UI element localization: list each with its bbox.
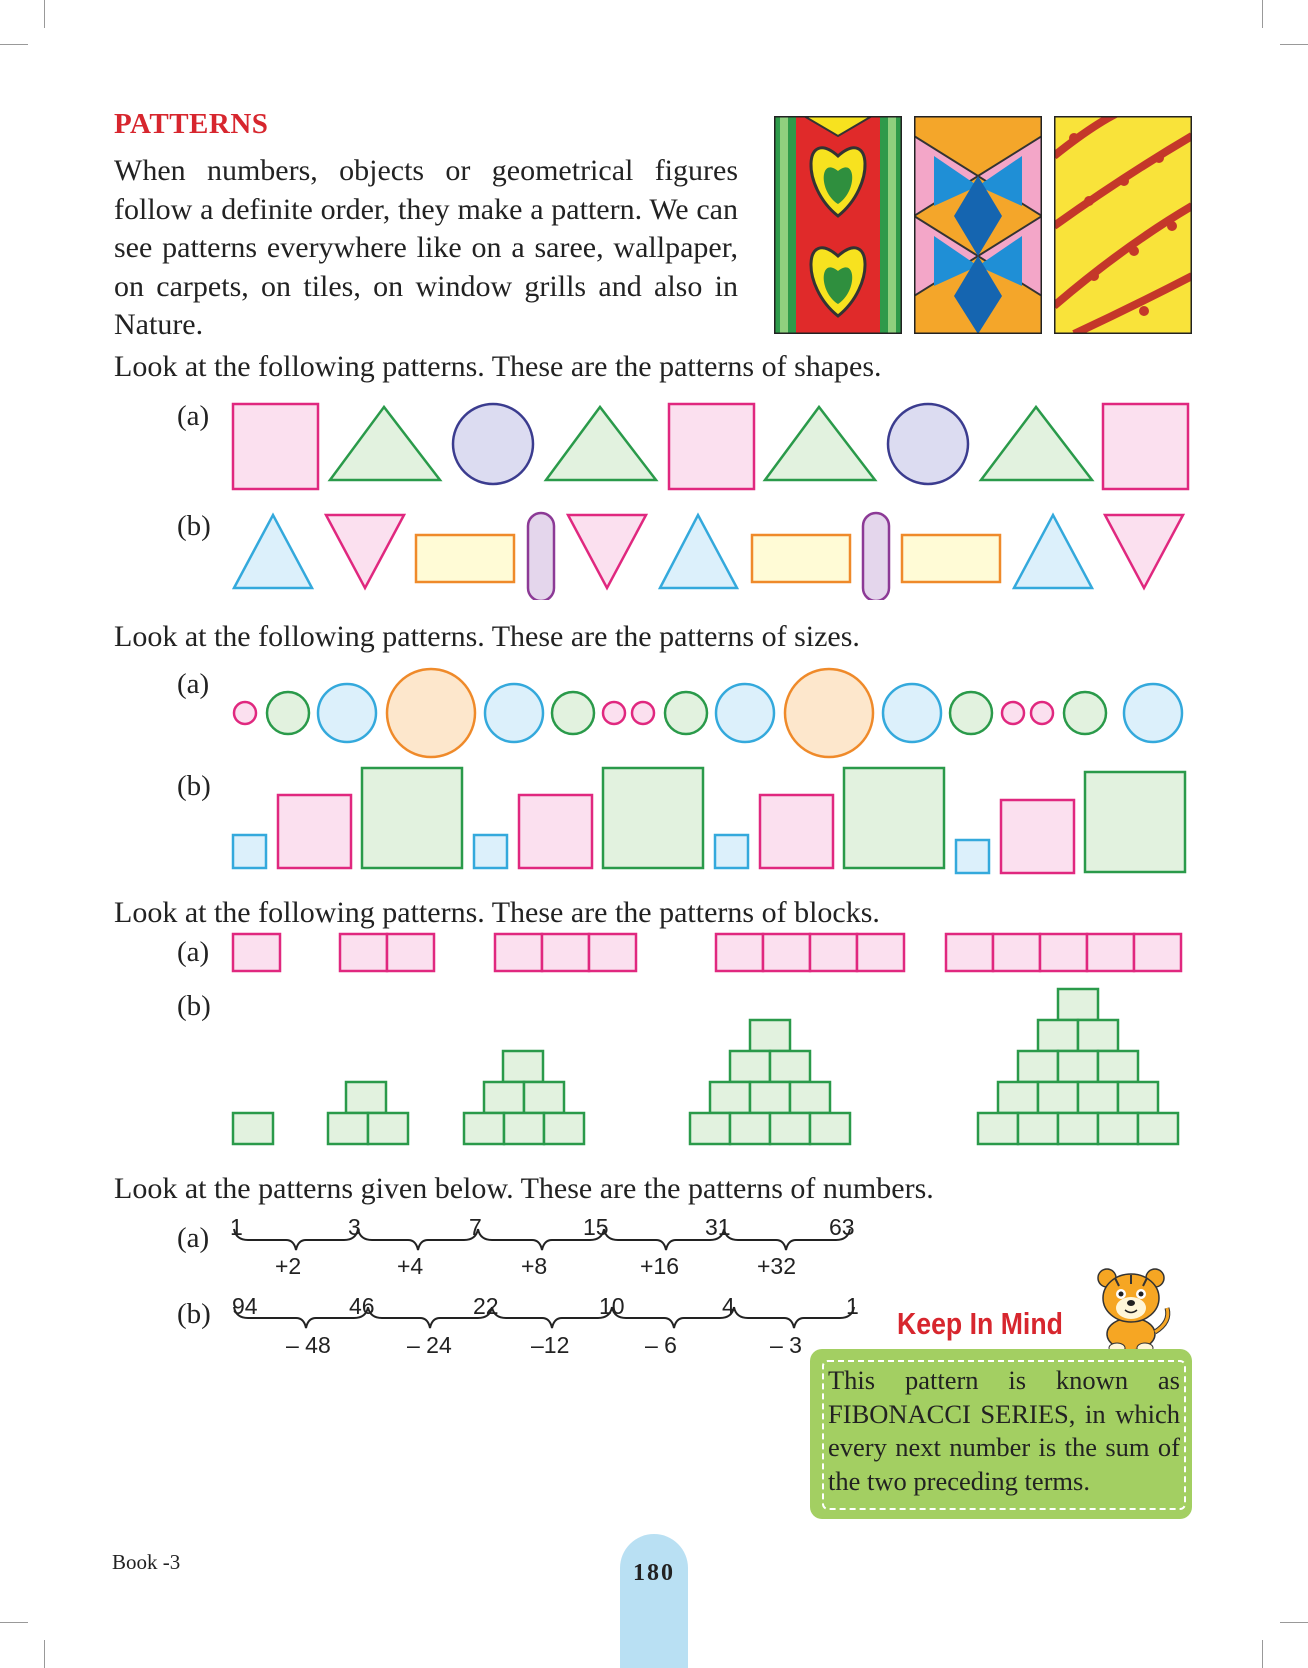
crop-mark [0, 1622, 28, 1623]
keep-in-mind-title: Keep In Mind [897, 1306, 1063, 1341]
book-label: Book -3 [112, 1550, 181, 1574]
numbers-b-label: (b) [177, 1298, 211, 1330]
number-term: 22 [473, 1293, 499, 1319]
number-term: 7 [469, 1214, 482, 1240]
square-lg [844, 768, 944, 868]
square-lg [1085, 772, 1185, 872]
triangle-up [1014, 515, 1092, 588]
square-md [519, 795, 592, 868]
number-term: 1 [230, 1214, 243, 1240]
intro-paragraph: When numbers, objects or geometrical figures follow a definite order, they make a pattern. We can see patterns everywhere like on a saree, wallpaper, on carpets, on tiles, on window grills and also in Nature. [114, 154, 738, 341]
page-number-tab [620, 1534, 688, 1668]
blocks-pattern-a [0, 930, 1308, 975]
sizes-b-label: (b) [177, 770, 211, 802]
number-step: +8 [521, 1253, 548, 1279]
triangle-down [326, 515, 404, 588]
circle-lg [387, 669, 475, 757]
number-term: 94 [232, 1293, 258, 1319]
circle-md [485, 684, 543, 742]
number-term: 1 [846, 1293, 859, 1319]
number-step: +4 [397, 1253, 424, 1279]
number-term: 46 [349, 1293, 375, 1319]
blocks-pattern-b [0, 980, 1308, 1150]
number-step: +16 [640, 1253, 680, 1279]
circle-xs [632, 702, 654, 724]
rectangle [902, 535, 1000, 582]
blocks-b-label: (b) [177, 990, 211, 1022]
number-term: 15 [583, 1214, 609, 1240]
circle-sm [552, 692, 594, 734]
shapes-lead-text: Look at the following patterns. These are the patterns of shapes. [114, 350, 882, 383]
number-term: 4 [722, 1293, 735, 1319]
number-step: – 3 [770, 1332, 802, 1358]
circle-xs [603, 702, 625, 724]
circle-lg [785, 669, 873, 757]
crop-mark [44, 1640, 45, 1668]
tiger-icon [1085, 1262, 1177, 1354]
number-term: 31 [705, 1214, 731, 1240]
square-md [1001, 800, 1074, 873]
triangle-down [1105, 515, 1183, 588]
triangle-up [234, 515, 312, 588]
oval [528, 513, 554, 600]
circle-sm [950, 692, 992, 734]
square-lg [603, 768, 703, 868]
square-md [278, 795, 351, 868]
numbers-lead-text: Look at the patterns given below. These are the patterns of numbers. [114, 1172, 934, 1205]
number-step: – 6 [645, 1332, 677, 1358]
shapes-pattern-b [0, 0, 1308, 600]
number-step: –12 [531, 1332, 570, 1358]
shapes-b-label: (b) [177, 510, 211, 542]
circle-md [1124, 684, 1182, 742]
circle-xs [1031, 702, 1053, 724]
circle-sm [267, 692, 309, 734]
number-step: +2 [275, 1253, 302, 1279]
sizes-pattern-b [0, 760, 1308, 880]
number-term: 10 [599, 1293, 625, 1319]
sizes-a-label: (a) [177, 668, 210, 700]
keep-in-mind-note [822, 1360, 1186, 1510]
section-heading: PATTERNS [114, 108, 269, 140]
crop-mark [1280, 1622, 1308, 1623]
circle-md [883, 684, 941, 742]
circle-sm [665, 692, 707, 734]
square-sm [233, 835, 266, 868]
crop-mark [1262, 1640, 1263, 1668]
number-term: 3 [348, 1214, 361, 1240]
oval [863, 513, 889, 600]
page-number: 180 [633, 1560, 675, 1586]
rectangle [752, 535, 850, 582]
square-lg [362, 768, 462, 868]
circle-md [716, 684, 774, 742]
blocks-a-label: (a) [177, 936, 210, 968]
sizes-lead-text: Look at the following patterns. These are the patterns of sizes. [114, 620, 860, 653]
triangle-down [568, 515, 646, 588]
number-step: – 48 [286, 1332, 331, 1358]
square-sm [956, 840, 989, 873]
circle-xs [234, 702, 256, 724]
square-sm [474, 835, 507, 868]
sizes-pattern-a [0, 640, 1308, 760]
number-term: 63 [829, 1214, 855, 1240]
blocks-lead-text: Look at the following patterns. These are the patterns of blocks. [114, 896, 880, 929]
rectangle [416, 535, 514, 582]
circle-xs [1002, 702, 1024, 724]
square-md [760, 795, 833, 868]
triangle-up [660, 515, 737, 588]
number-step: +32 [757, 1253, 797, 1279]
circle-md [318, 684, 376, 742]
circle-sm [1064, 692, 1106, 734]
square-sm [715, 835, 748, 868]
shapes-a-label: (a) [177, 400, 210, 432]
number-step: – 24 [407, 1332, 452, 1358]
keep-in-mind-text: This pattern is known as FIBONACCI SERIES, in which every next number is the sum of the two preceding terms. [828, 1365, 1180, 1496]
numbers-a-label: (a) [177, 1222, 210, 1254]
